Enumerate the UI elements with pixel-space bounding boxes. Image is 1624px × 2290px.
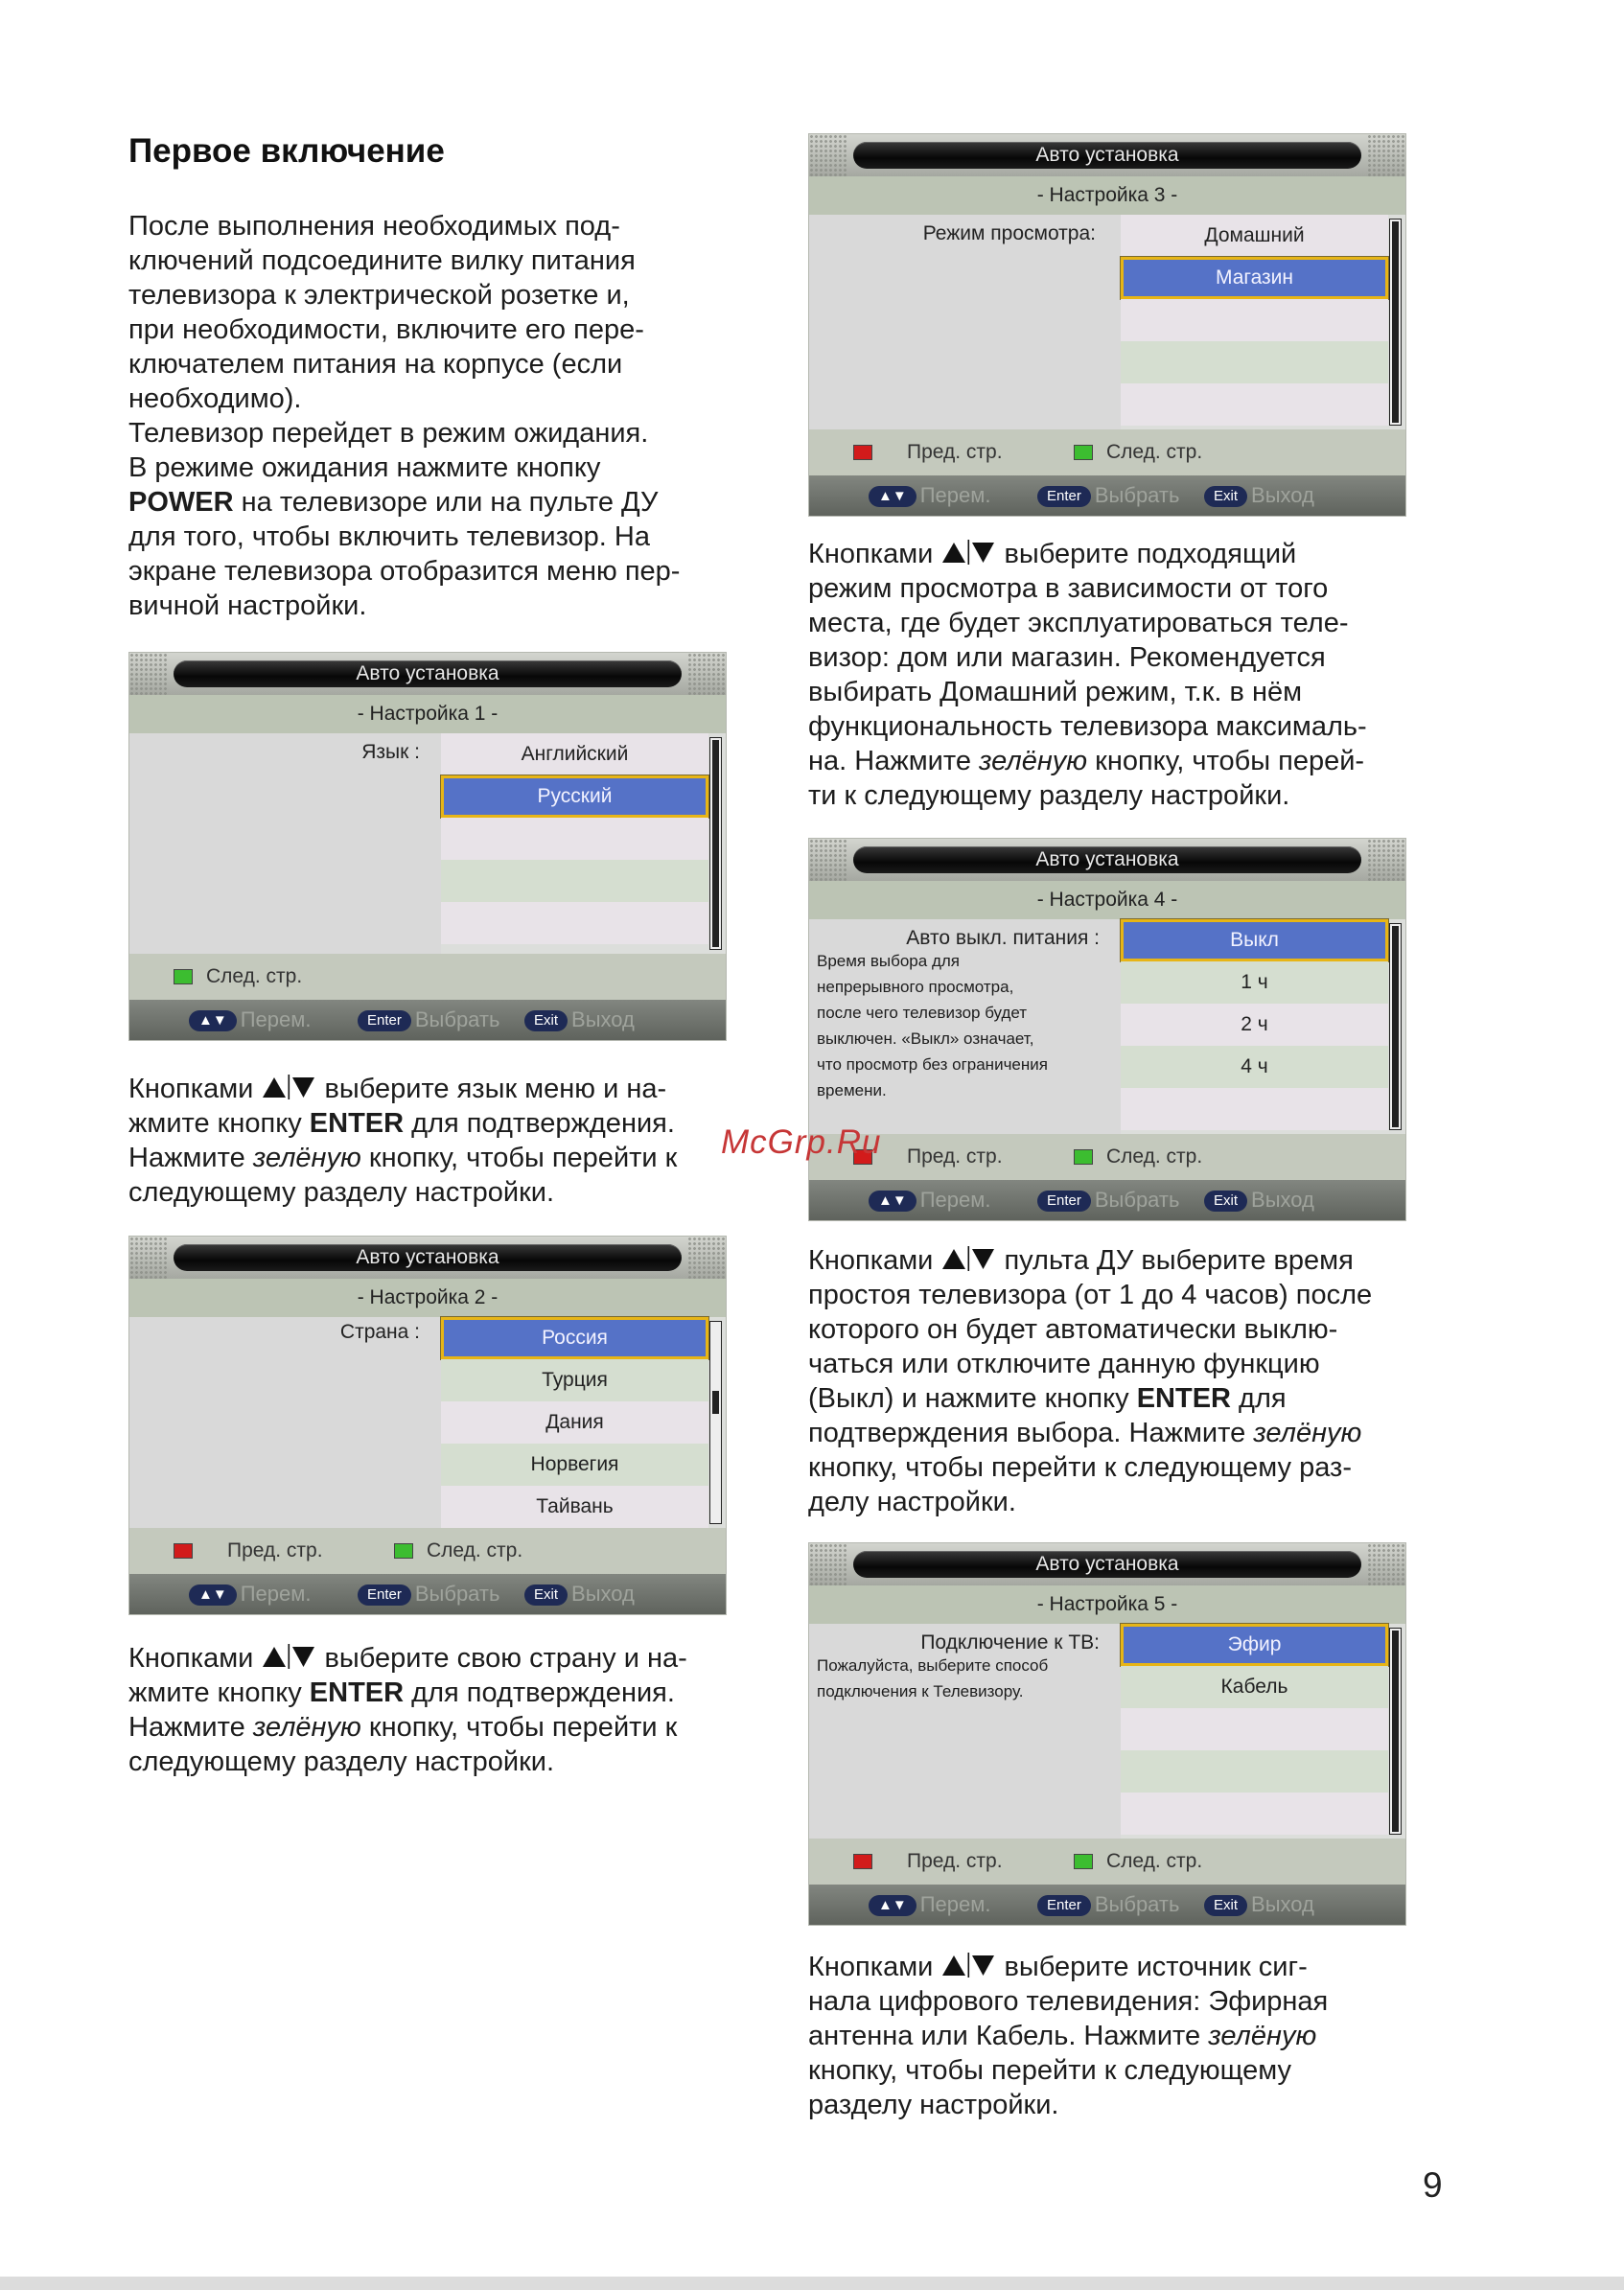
instruction-3-line-4: визор: дом или магазин. Рекомендуется xyxy=(808,642,1326,673)
screen-subtitle: - Настройка 2 - xyxy=(129,1279,726,1317)
instruction-3-line-7-b: кнопку, чтобы перей- xyxy=(1087,746,1365,776)
screen-header xyxy=(809,839,1405,881)
screen-title: Авто установка xyxy=(174,1244,682,1271)
instruction-1-line-2-b: для подтверждения. xyxy=(404,1108,675,1139)
option-4h[interactable]: 4 ч xyxy=(1121,1046,1388,1088)
move-label: Перем. xyxy=(919,1188,991,1212)
select-label: Выбрать xyxy=(414,1582,500,1606)
instruction-3-line-6: функциональность телевизора максималь- xyxy=(808,711,1367,742)
instruction-3-line-3: места, где будет эксплуатироваться теле- xyxy=(808,608,1349,638)
instruction-5-line-3-a: антенна или Кабель. Нажмите xyxy=(808,2021,1209,2051)
instruction-3-line-8: ти к следующему разделу настройки. xyxy=(808,780,1290,811)
scrollbar[interactable] xyxy=(709,1321,722,1524)
exit-hint xyxy=(524,1000,635,1040)
up-down-arrows-icon xyxy=(261,1644,316,1669)
green-keyword: зелёную xyxy=(1208,2021,1317,2051)
green-keyword: зелёную xyxy=(1253,1418,1362,1448)
option-2h[interactable]: 2 ч xyxy=(1121,1004,1388,1046)
instruction-4-line-8: делу настройки. xyxy=(808,1487,1016,1517)
screen-header xyxy=(809,1543,1405,1585)
option-home[interactable]: Домашний xyxy=(1121,215,1388,257)
tv-connection-note xyxy=(817,1653,1048,1704)
auto-power-off-note xyxy=(817,948,1048,1103)
prev-page-label: Пред. стр. xyxy=(907,1850,1003,1872)
tv-connection-label: Подключение к ТВ: xyxy=(920,1631,1100,1654)
intro-line-9 xyxy=(128,485,680,520)
buttons-word: Кнопками xyxy=(808,539,934,569)
next-page-hint[interactable] xyxy=(174,954,302,1000)
green-button-icon xyxy=(1074,1149,1093,1165)
instruction-3-line-5: выбирать Домашний режим, т.к. в нём xyxy=(808,677,1303,707)
next-page-label: След. стр. xyxy=(1106,1850,1203,1872)
options-list xyxy=(441,1317,708,1528)
select-hint xyxy=(358,1574,499,1614)
screen-subtitle: - Настройка 1 - xyxy=(129,695,726,733)
instruction-4-line-1-rest: пульта ДУ выберите время xyxy=(996,1245,1354,1276)
instruction-1-line-3 xyxy=(128,1141,677,1175)
option-empty[interactable] xyxy=(1121,1750,1388,1793)
enter-key-icon: Enter xyxy=(1037,486,1091,507)
prev-page-label: Пред. стр. xyxy=(907,1145,1003,1168)
exit-hint xyxy=(1204,475,1314,516)
instruction-4-line-6 xyxy=(808,1416,1372,1450)
instruction-2-line-1 xyxy=(128,1641,687,1676)
label-panel xyxy=(809,919,1121,1134)
note-line: выключен. «Выкл» означает, xyxy=(817,1029,1034,1048)
buttons-word: Кнопками xyxy=(128,1643,254,1674)
instruction-2-line-3 xyxy=(128,1710,687,1745)
instruction-1-line-1 xyxy=(128,1072,677,1106)
enter-key-icon: Enter xyxy=(1037,1191,1091,1212)
option-empty[interactable] xyxy=(1121,1088,1388,1130)
option-english[interactable]: Английский xyxy=(441,733,708,775)
intro-line-1: После выполнения необходимых под- xyxy=(128,211,620,242)
intro-line-5: ключателем питания на корпусе (если xyxy=(128,349,623,380)
arrows-key-icon: ▲▼ xyxy=(189,1010,237,1031)
buttons-word: Кнопками xyxy=(808,1952,934,1982)
move-hint xyxy=(189,1574,311,1614)
page-nav xyxy=(129,1528,726,1574)
option-russia[interactable]: Россия xyxy=(441,1317,708,1359)
instruction-1-line-3-b: кнопку, чтобы перейти к xyxy=(360,1143,678,1173)
label-panel xyxy=(129,733,441,954)
page-nav xyxy=(129,954,726,1000)
instruction-4-line-7: кнопку, чтобы перейти к следующему раз- xyxy=(808,1452,1352,1483)
setup-screen-5 xyxy=(808,1542,1406,1926)
instruction-2-line-2-b: для подтверждения. xyxy=(404,1677,675,1708)
select-label: Выбрать xyxy=(414,1007,500,1031)
exit-label: Выход xyxy=(571,1007,635,1031)
instruction-3-line-1 xyxy=(808,537,1367,571)
instruction-3 xyxy=(808,537,1367,813)
intro-line-10: для того, чтобы включить телевизор. На xyxy=(128,521,650,552)
enter-keyword: ENTER xyxy=(309,1108,405,1139)
green-button-icon xyxy=(1074,445,1093,460)
instruction-3-line-7-a: на. Нажмите xyxy=(808,746,980,776)
intro-line-4: при необходимости, включите его пере- xyxy=(128,314,644,345)
option-taiwan[interactable]: Тайвань xyxy=(441,1486,708,1528)
instruction-4-line-3: которого он будет автоматически выклю- xyxy=(808,1314,1338,1345)
instruction-3-line-7 xyxy=(808,744,1367,778)
setup-screen-1 xyxy=(128,652,727,1041)
option-russian[interactable]: Русский xyxy=(441,775,708,818)
note-line: Пожалуйста, выберите способ xyxy=(817,1656,1049,1675)
note-line: Время выбора для xyxy=(817,952,960,970)
prev-page-hint[interactable] xyxy=(853,429,1003,475)
setup-screen-4 xyxy=(808,838,1406,1221)
instruction-1-line-4: следующему разделу настройки. xyxy=(128,1177,555,1208)
arrows-key-icon: ▲▼ xyxy=(869,1191,916,1212)
instruction-2-line-2 xyxy=(128,1676,687,1710)
enter-key-icon: Enter xyxy=(358,1010,411,1031)
label-panel xyxy=(809,215,1121,429)
green-keyword: зелёную xyxy=(979,746,1088,776)
note-line: после чего телевизор будет xyxy=(817,1004,1028,1022)
auto-power-off-label: Авто выкл. питания : xyxy=(906,927,1100,949)
instruction-3-line-1-rest: выберите подходящий xyxy=(996,539,1297,569)
instruction-5 xyxy=(808,1950,1328,2122)
instruction-2-line-2-a: жмите кнопку xyxy=(128,1677,310,1708)
select-hint xyxy=(1037,1180,1179,1220)
country-label: Страна : xyxy=(339,1321,420,1343)
next-page-hint[interactable] xyxy=(1074,1134,1202,1180)
select-label: Выбрать xyxy=(1094,1892,1180,1916)
instruction-1 xyxy=(128,1072,677,1210)
green-button-icon xyxy=(174,969,193,984)
instruction-2-line-4: следующему разделу настройки. xyxy=(128,1746,555,1777)
screen-body xyxy=(809,1624,1405,1839)
view-mode-label: Режим просмотра: xyxy=(922,222,1096,244)
option-cable[interactable]: Кабель xyxy=(1121,1666,1388,1708)
instruction-4-line-5 xyxy=(808,1381,1372,1416)
page-number: 9 xyxy=(1423,2165,1443,2205)
options-list xyxy=(1121,919,1388,1130)
power-keyword: POWER xyxy=(128,487,234,518)
green-keyword: зелёную xyxy=(252,1712,361,1743)
enter-keyword: ENTER xyxy=(309,1677,405,1708)
option-empty[interactable] xyxy=(441,818,708,860)
red-button-icon xyxy=(853,445,872,460)
move-label: Перем. xyxy=(919,483,991,507)
setup-screen-2 xyxy=(128,1236,727,1615)
move-label: Перем. xyxy=(240,1582,312,1606)
screen-title: Авто установка xyxy=(853,846,1361,873)
buttons-word: Кнопками xyxy=(128,1074,254,1104)
prev-page-label: Пред. стр. xyxy=(907,441,1003,463)
exit-key-icon: Exit xyxy=(524,1584,568,1606)
option-empty[interactable] xyxy=(1121,341,1388,383)
key-hints xyxy=(809,1885,1405,1925)
page-title: Первое включение xyxy=(128,132,445,170)
instruction-1-line-2 xyxy=(128,1106,677,1141)
instruction-3-line-2: режим просмотра в зависимости от того xyxy=(808,573,1329,604)
arrows-key-icon: ▲▼ xyxy=(869,1895,916,1916)
scrollbar[interactable] xyxy=(1389,219,1402,426)
instruction-5-line-2: нала цифрового телевидения: Эфирная xyxy=(808,1986,1329,2017)
screen-body xyxy=(129,1317,726,1528)
instruction-1-line-3-a: Нажмите xyxy=(128,1143,253,1173)
intro-line-2: ключений подсоедините вилку питания xyxy=(128,245,636,276)
green-button-icon xyxy=(1074,1854,1093,1869)
scrollbar[interactable] xyxy=(709,737,722,950)
bottom-border xyxy=(0,2277,1624,2290)
scroll-thumb[interactable] xyxy=(712,1391,719,1414)
screen-title: Авто установка xyxy=(853,1551,1361,1578)
screen-title: Авто установка xyxy=(174,660,682,687)
screen-body xyxy=(809,215,1405,429)
instruction-2-line-3-b: кнопку, чтобы перейти к xyxy=(360,1712,678,1743)
option-norway[interactable]: Норвегия xyxy=(441,1444,708,1486)
green-button-icon xyxy=(394,1543,413,1559)
option-empty[interactable] xyxy=(1121,383,1388,426)
exit-label: Выход xyxy=(571,1582,635,1606)
select-hint xyxy=(1037,1885,1179,1925)
instruction-1-line-1-rest: выберите язык меню и на- xyxy=(316,1074,667,1104)
screen-subtitle: - Настройка 4 - xyxy=(809,881,1405,919)
up-down-arrows-icon xyxy=(940,1953,996,1978)
select-hint xyxy=(1037,475,1179,516)
move-hint xyxy=(189,1000,311,1040)
instruction-5-line-1 xyxy=(808,1950,1328,1984)
instruction-5-line-3 xyxy=(808,2019,1328,2053)
scroll-thumb[interactable] xyxy=(1392,926,1399,1127)
watermark: McGrp.Ru xyxy=(721,1123,882,1161)
options-list xyxy=(1121,1624,1388,1835)
intro-line-11: экране телевизора отобразится меню пер- xyxy=(128,556,681,587)
move-label: Перем. xyxy=(240,1007,312,1031)
intro-paragraph xyxy=(128,209,680,623)
screen-title: Авто установка xyxy=(853,142,1361,169)
scrollbar[interactable] xyxy=(1389,923,1402,1130)
intro-line-9-rest: на телевизоре или на пульте ДУ xyxy=(233,487,659,518)
option-empty[interactable] xyxy=(1121,299,1388,341)
instruction-4-line-4: чаться или отключите данную функцию xyxy=(808,1349,1320,1379)
scroll-thumb[interactable] xyxy=(712,740,719,947)
key-hints xyxy=(129,1574,726,1614)
next-page-label: След. стр. xyxy=(427,1539,523,1561)
instruction-2 xyxy=(128,1641,687,1779)
instruction-2-line-3-a: Нажмите xyxy=(128,1712,253,1743)
exit-key-icon: Exit xyxy=(1204,486,1247,507)
option-air[interactable]: Эфир xyxy=(1121,1624,1388,1666)
option-denmark[interactable]: Дания xyxy=(441,1401,708,1444)
move-hint xyxy=(869,1885,990,1925)
key-hints xyxy=(809,475,1405,516)
prev-page-label: Пред. стр. xyxy=(227,1539,323,1561)
note-line: непрерывного просмотра, xyxy=(817,978,1014,996)
exit-label: Выход xyxy=(1251,483,1314,507)
options-list xyxy=(1121,215,1388,426)
next-page-label: След. стр. xyxy=(206,965,303,987)
screen-subtitle: - Настройка 3 - xyxy=(809,176,1405,215)
instruction-1-line-2-a: жмите кнопку xyxy=(128,1108,310,1139)
instruction-4-line-6-a: подтверждения выбора. Нажмите xyxy=(808,1418,1254,1448)
screen-body xyxy=(129,733,726,954)
next-page-hint[interactable] xyxy=(1074,429,1202,475)
instruction-5-line-1-rest: выберите источник сиг- xyxy=(996,1952,1308,1982)
move-label: Перем. xyxy=(919,1892,991,1916)
key-hints xyxy=(129,1000,726,1040)
move-hint xyxy=(869,1180,990,1220)
exit-label: Выход xyxy=(1251,1188,1314,1212)
note-line: что просмотр без ограничения xyxy=(817,1055,1048,1074)
note-line: подключения к Телевизору. xyxy=(817,1682,1024,1700)
instruction-4 xyxy=(808,1243,1372,1519)
enter-keyword: ENTER xyxy=(1136,1383,1231,1414)
next-page-label: След. стр. xyxy=(1106,441,1203,463)
intro-line-3: телевизора к электрической розетке и, xyxy=(128,280,630,311)
arrows-key-icon: ▲▼ xyxy=(869,486,916,507)
intro-line-12: вичной настройки. xyxy=(128,590,367,621)
option-empty[interactable] xyxy=(1121,1708,1388,1750)
up-down-arrows-icon xyxy=(940,540,996,565)
next-page-hint[interactable] xyxy=(1074,1839,1202,1885)
page-nav xyxy=(809,1839,1405,1885)
screen-header xyxy=(809,134,1405,176)
up-down-arrows-icon xyxy=(940,1246,996,1271)
exit-hint xyxy=(524,1574,635,1614)
red-button-icon xyxy=(853,1854,872,1869)
intro-line-8: В режиме ожидания нажмите кнопку xyxy=(128,452,601,483)
instruction-2-line-1-rest: выберите свою страну и на- xyxy=(316,1643,687,1674)
red-button-icon xyxy=(174,1543,193,1559)
exit-key-icon: Exit xyxy=(1204,1191,1247,1212)
option-off[interactable]: Выкл xyxy=(1121,919,1388,961)
arrows-key-icon: ▲▼ xyxy=(189,1584,237,1606)
instruction-5-line-4: кнопку, чтобы перейти к следующему xyxy=(808,2055,1292,2086)
scroll-thumb[interactable] xyxy=(1392,1631,1399,1832)
screen-body xyxy=(809,919,1405,1134)
screen-header xyxy=(129,1237,726,1279)
page-nav xyxy=(809,1134,1405,1180)
screen-header xyxy=(129,653,726,695)
exit-key-icon: Exit xyxy=(1204,1895,1247,1916)
enter-key-icon: Enter xyxy=(1037,1895,1091,1916)
intro-line-6: необходимо). xyxy=(128,383,302,414)
prev-page-hint[interactable] xyxy=(853,1839,1003,1885)
next-page-label: След. стр. xyxy=(1106,1145,1203,1168)
prev-page-hint[interactable] xyxy=(174,1528,323,1574)
intro-line-7: Телевизор перейдет в режим ожидания. xyxy=(128,418,649,449)
option-turkey[interactable]: Турция xyxy=(441,1359,708,1401)
option-store[interactable]: Магазин xyxy=(1121,257,1388,299)
screen-subtitle: - Настройка 5 - xyxy=(809,1585,1405,1624)
instruction-4-line-2: простоя телевизора (от 1 до 4 часов) после xyxy=(808,1280,1373,1310)
label-panel xyxy=(809,1624,1121,1839)
exit-label: Выход xyxy=(1251,1892,1314,1916)
select-label: Выбрать xyxy=(1094,1188,1180,1212)
instruction-4-line-5-a: (Выкл) и нажмите кнопку xyxy=(808,1383,1137,1414)
scrollbar[interactable] xyxy=(1389,1628,1402,1835)
setup-screen-3 xyxy=(808,133,1406,517)
instruction-4-line-1 xyxy=(808,1243,1372,1278)
option-empty[interactable] xyxy=(441,902,708,944)
move-hint xyxy=(869,475,990,516)
option-empty[interactable] xyxy=(1121,1793,1388,1835)
enter-key-icon: Enter xyxy=(358,1584,411,1606)
exit-key-icon: Exit xyxy=(524,1010,568,1031)
key-hints xyxy=(809,1180,1405,1220)
scroll-thumb[interactable] xyxy=(1392,221,1399,423)
note-line: времени. xyxy=(817,1081,887,1099)
green-keyword: зелёную xyxy=(252,1143,361,1173)
option-1h[interactable]: 1 ч xyxy=(1121,961,1388,1004)
language-label: Язык : xyxy=(361,741,420,763)
select-label: Выбрать xyxy=(1094,483,1180,507)
instruction-5-line-5: разделу настройки. xyxy=(808,2090,1059,2120)
select-hint xyxy=(358,1000,499,1040)
exit-hint xyxy=(1204,1180,1314,1220)
up-down-arrows-icon xyxy=(261,1075,316,1099)
page-nav xyxy=(809,429,1405,475)
options-list xyxy=(441,733,708,944)
label-panel xyxy=(129,1317,441,1528)
next-page-hint[interactable] xyxy=(394,1528,522,1574)
instruction-4-line-5-b: для xyxy=(1230,1383,1287,1414)
exit-hint xyxy=(1204,1885,1314,1925)
option-empty[interactable] xyxy=(441,860,708,902)
buttons-word: Кнопками xyxy=(808,1245,934,1276)
